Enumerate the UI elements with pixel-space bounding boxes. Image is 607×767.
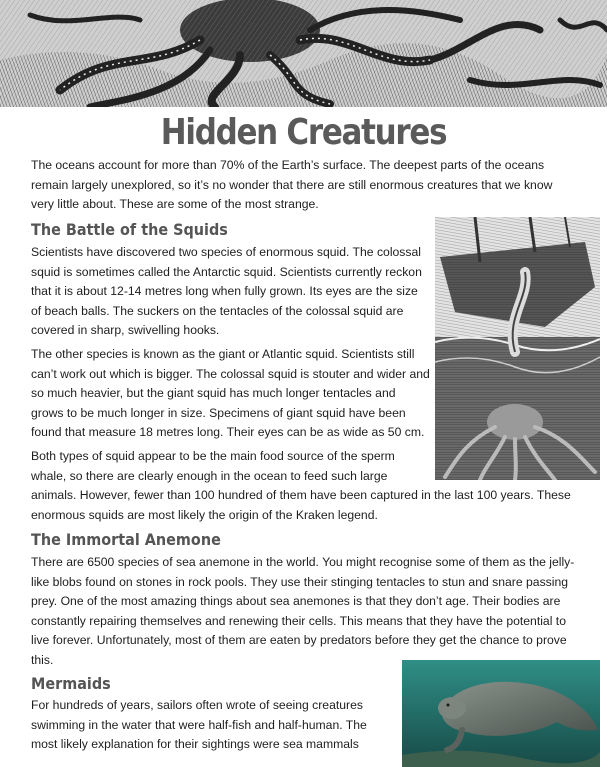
banner-image [0,0,607,107]
mermaids-paragraph: For hundreds of years, sailors often wrote of seeing creatures swimming in the water that were half-fish and half-human. The most likely explanation for their sightings were sea mammals [31,698,367,752]
intro-paragraph: The oceans account for more than 70% of the Earth’s surface. The deepest parts of the oceans remain largely unexplored, so it’s no wonder that there are still enormous creatures that we know very little about. These are some of the most strange. [31,158,553,212]
section-heading-mermaids: Mermaids [31,674,111,693]
anemone-paragraph: There are 6500 species of sea anemone in the world. You might recognise some of them as the jelly-like blobs found on stones in rock pools. They use their stinging tentacles to stun and snare passing prey. One of the most amazing things about sea anemones is that they don’t age. Their bodies are constantly repairing themselves and renewing their cells. This means that they have the potential to live forever. Unfortunately, most of them are eaten by predators before they get the chance to prove this. [31,555,575,667]
kraken-engraving-image [0,0,607,107]
manatee-photo [402,660,600,767]
section-heading-squids: The Battle of the Squids [31,220,228,239]
giant-squid-illustration [435,217,600,480]
section-heading-anemone: The Immortal Anemone [31,530,221,549]
squid-ship-engraving [435,217,600,480]
manatee-image [402,660,600,767]
squids-paragraph-3a: Both types of squid appear to be the main food source of the sperm whale, so there are clearly enough in the ocean to feed such large [31,449,395,483]
page-title: Hidden Creatures [160,112,447,153]
squids-paragraph-2: The other species is known as the giant or Atlantic squid. Scientists still can’t work out which is bigger. The colossal squid is stouter and wider and so much heavier, but the giant squid has much longer tentacles and grows to be much longer in size. Specimens of giant squid have been found that measure 18 metres long. Their eyes can be as wide as 50 cm. [31,347,430,440]
squids-paragraph-1: Scientists have discovered two species of enormous squid. The colossal squid is sometimes called the Antarctic squid. Scientists currently reckon that it is about 12-14 metres long when fully grown. Its eyes are the size of beach balls. The suckers on the tentacles of the colossal squid are covered in sharp, swivelling hooks. [31,245,422,338]
squids-paragraph-3b: animals. However, fewer than 100 hundred of them have been captured in the last 100 years. These enormous squids are most likely the origin of the Kraken legend. [31,488,571,522]
